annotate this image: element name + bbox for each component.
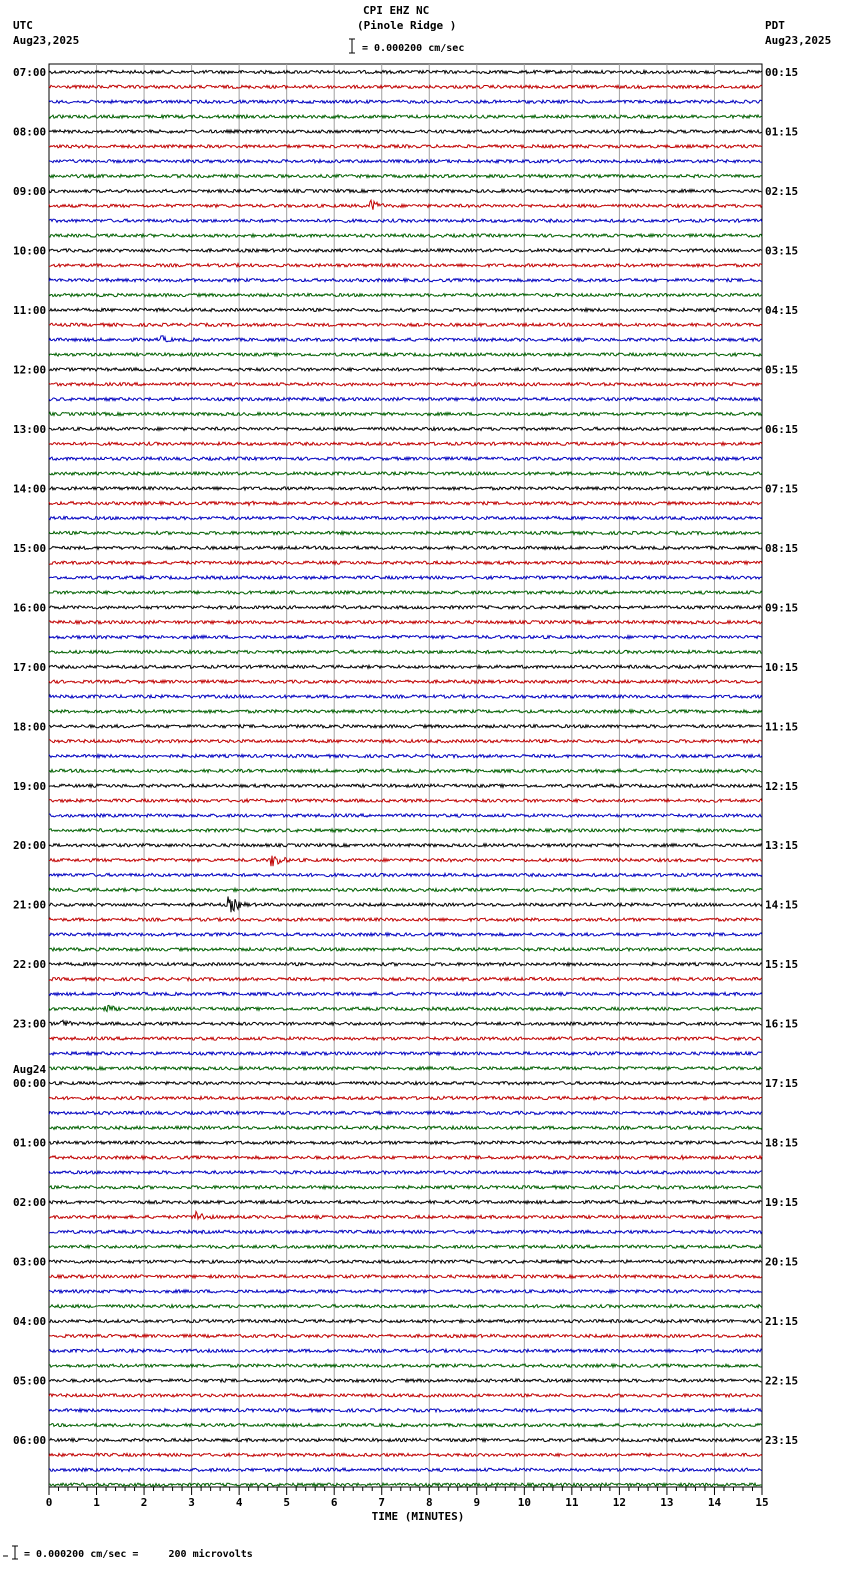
pdt-hour-label: 02:15 [765, 184, 799, 198]
seismic-trace [49, 234, 762, 237]
pdt-hour-label: 18:15 [765, 1136, 799, 1150]
utc-hour-label: 05:00 [13, 1374, 47, 1388]
utc-hour-label: 00:00 [13, 1077, 47, 1091]
seismic-trace [49, 799, 762, 802]
footer-scale-bar-icon [3, 1546, 18, 1559]
x-tick-label: 8 [425, 1496, 433, 1509]
seismic-trace [49, 591, 762, 594]
seismic-trace [49, 576, 762, 579]
pdt-hour-label: 08:15 [765, 541, 799, 555]
seismic-trace [49, 130, 762, 133]
utc-hour-label: 16:00 [13, 601, 47, 615]
left-timezone: UTC [13, 19, 33, 32]
seismic-trace [49, 888, 762, 891]
pdt-hour-label: 14:15 [765, 898, 799, 912]
seismic-trace [49, 740, 762, 743]
pdt-hour-label: 07:15 [765, 482, 799, 496]
seismic-trace [49, 918, 762, 921]
seismic-trace [49, 175, 762, 178]
seismic-trace [49, 487, 762, 490]
seismic-trace [49, 219, 762, 222]
utc-hour-label: 04:00 [13, 1315, 47, 1329]
x-tick-label: 1 [93, 1496, 100, 1509]
seismic-trace [49, 546, 762, 549]
seismic-trace [49, 294, 762, 297]
utc-hour-label: 09:00 [13, 184, 47, 198]
scale-bar-icon [349, 39, 355, 53]
utc-hour-label: 12:00 [13, 363, 47, 377]
seismic-trace [49, 1424, 762, 1427]
x-tick-label: 9 [473, 1496, 481, 1509]
seismic-trace [49, 1111, 762, 1114]
pdt-hour-label: 19:15 [765, 1196, 799, 1210]
pdt-hour-label: 09:15 [765, 601, 799, 615]
seismic-trace [49, 145, 762, 148]
seismic-trace [49, 115, 762, 118]
seismic-trace [49, 561, 762, 564]
seismic-trace [49, 1005, 762, 1011]
seismic-trace [49, 1305, 762, 1308]
seismic-trace [49, 353, 762, 356]
pdt-hour-label: 10:15 [765, 660, 799, 674]
seismic-trace [49, 621, 762, 624]
seismic-trace [49, 200, 762, 210]
seismic-trace [49, 412, 762, 415]
label-group [13, 66, 798, 1523]
seismic-trace [49, 665, 762, 668]
seismic-trace [49, 1290, 762, 1293]
seismic-trace [49, 1320, 762, 1323]
utc-hour-label: 03:00 [13, 1255, 47, 1269]
seismic-trace [49, 517, 762, 520]
seismic-trace [49, 829, 762, 832]
pdt-hour-label: 22:15 [765, 1374, 799, 1388]
seismic-trace [49, 1082, 762, 1085]
seismic-trace [49, 1349, 762, 1352]
scale-label: = 0.000200 cm/sec [362, 43, 465, 54]
x-tick-label: 6 [330, 1496, 338, 1509]
seismic-trace [49, 1037, 762, 1040]
x-tick-label: 5 [283, 1496, 290, 1509]
seismic-trace [49, 1334, 762, 1337]
pdt-hour-label: 03:15 [765, 244, 799, 258]
seismic-trace [49, 427, 762, 430]
seismic-trace [49, 873, 762, 876]
seismic-trace [49, 963, 762, 966]
seismic-trace [49, 1483, 762, 1486]
utc-hour-label: 13:00 [13, 422, 47, 436]
pdt-hour-label: 06:15 [765, 422, 799, 436]
utc-hour-label: 23:00 [13, 1017, 47, 1031]
seismic-trace [49, 606, 762, 609]
seismic-trace [49, 1126, 762, 1129]
seismic-trace [49, 1379, 762, 1382]
x-tick-label: 14 [707, 1496, 722, 1509]
x-tick-label: 7 [378, 1496, 386, 1509]
seismic-trace [49, 1052, 762, 1055]
utc-hour-label: 18:00 [13, 720, 47, 734]
seismic-trace [49, 680, 762, 683]
pdt-hour-label: 13:15 [765, 839, 799, 853]
utc-hour-label: 08:00 [13, 125, 47, 139]
seismic-trace [49, 189, 762, 192]
pdt-hour-label: 20:15 [765, 1255, 799, 1269]
seismic-trace [49, 1186, 762, 1189]
seismic-trace [49, 442, 762, 445]
seismic-trace [49, 844, 762, 847]
chart-subtitle: (Pinole Ridge ) [357, 19, 457, 32]
seismic-trace [49, 1364, 762, 1367]
seismic-trace [49, 725, 762, 728]
pdt-hour-label: 15:15 [765, 958, 799, 972]
pdt-hour-label: 04:15 [765, 303, 799, 317]
seismic-trace [49, 160, 762, 163]
utc-hour-label: 14:00 [13, 482, 47, 496]
seismic-trace [49, 70, 762, 73]
plot-grid [49, 64, 762, 1487]
seismic-trace [49, 1067, 762, 1070]
plot-frame [49, 64, 762, 1487]
seismic-trace [49, 1096, 762, 1099]
seismic-trace [49, 784, 762, 787]
pdt-hour-label: 11:15 [765, 720, 799, 734]
x-tick-label: 0 [45, 1496, 53, 1509]
trace-group [49, 70, 762, 1486]
utc-hour-label: 06:00 [13, 1434, 47, 1448]
seismic-trace [49, 695, 762, 698]
seismic-trace [49, 531, 762, 534]
utc-hour-label: 02:00 [13, 1196, 47, 1210]
seismic-trace [49, 1468, 762, 1471]
seismic-trace [49, 457, 762, 460]
seismic-trace [49, 472, 762, 475]
seismic-trace [49, 933, 762, 936]
right-date: Aug23,2025 [765, 34, 832, 47]
x-tick-label: 2 [140, 1496, 148, 1509]
seismic-trace [49, 279, 762, 282]
seismic-trace [49, 710, 762, 713]
seismic-trace [49, 650, 762, 653]
seismic-trace [49, 249, 762, 252]
seismic-trace [49, 1171, 762, 1174]
seismic-trace [49, 1275, 762, 1278]
seismic-trace [49, 1212, 762, 1220]
seismic-trace [49, 398, 762, 401]
seismic-trace [49, 1409, 762, 1412]
seismic-trace [49, 978, 762, 981]
seismic-trace [49, 1260, 762, 1263]
utc-hour-label: 11:00 [13, 303, 47, 317]
utc-hour-label: 15:00 [13, 541, 47, 555]
seismic-trace [49, 1438, 762, 1441]
pdt-hour-label: 23:15 [765, 1434, 799, 1448]
chart-title: CPI EHZ NC [363, 4, 430, 17]
seismic-trace [49, 754, 762, 757]
seismic-trace [49, 323, 762, 326]
pdt-hour-label: 17:15 [765, 1077, 799, 1091]
x-tick-label: 11 [565, 1496, 579, 1509]
left-date: Aug23,2025 [13, 34, 80, 47]
seismic-trace [49, 1394, 762, 1397]
utc-hour-label: 20:00 [13, 839, 47, 853]
pdt-hour-label: 16:15 [765, 1017, 799, 1031]
x-tick-label: 3 [188, 1496, 195, 1509]
utc-hour-label: 21:00 [13, 898, 47, 912]
seismic-trace [49, 897, 762, 913]
seismic-trace [49, 636, 762, 639]
x-tick-label: 10 [517, 1496, 531, 1509]
seismic-trace [49, 1141, 762, 1144]
seismic-trace [49, 1201, 762, 1204]
seismic-trace [49, 308, 762, 311]
seismic-trace [49, 992, 762, 995]
seismic-trace [49, 1156, 762, 1160]
footer-scale-note: = 0.000200 cm/sec = 200 microvolts [24, 1549, 253, 1560]
utc-hour-label: 01:00 [13, 1136, 47, 1150]
date-change-label: Aug24 [13, 1063, 47, 1077]
utc-hour-label: 22:00 [13, 958, 47, 972]
utc-hour-label: 17:00 [13, 660, 47, 674]
seismic-trace [49, 769, 762, 772]
seismic-trace [49, 1020, 762, 1026]
seismic-trace [49, 1245, 762, 1248]
seismic-trace [49, 336, 762, 342]
seismic-trace [49, 501, 762, 505]
x-tick-label: 13 [660, 1496, 674, 1509]
x-axis-label: TIME (MINUTES) [371, 1510, 465, 1523]
seismic-trace [49, 368, 762, 371]
seismic-trace [49, 383, 762, 386]
pdt-hour-label: 21:15 [765, 1315, 799, 1329]
pdt-hour-label: 05:15 [765, 363, 799, 377]
seismic-trace [49, 264, 762, 267]
right-timezone: PDT [765, 19, 785, 32]
utc-hour-label: 10:00 [13, 244, 47, 258]
seismic-trace [49, 100, 762, 103]
seismic-trace [49, 948, 762, 951]
pdt-hour-label: 12:15 [765, 779, 799, 793]
pdt-hour-label: 01:15 [765, 125, 799, 139]
seismic-trace [49, 814, 762, 817]
x-tick-label: 4 [235, 1496, 243, 1509]
x-tick-label: 15 [755, 1496, 769, 1509]
x-tick-label: 12 [612, 1496, 627, 1509]
seismic-trace [49, 85, 762, 88]
utc-hour-label: 07:00 [13, 66, 47, 79]
seismic-trace [49, 1453, 762, 1456]
seismic-trace [49, 1230, 762, 1233]
pdt-hour-label: 00:15 [765, 66, 799, 79]
seismic-trace [49, 856, 762, 867]
utc-hour-label: 19:00 [13, 779, 47, 793]
